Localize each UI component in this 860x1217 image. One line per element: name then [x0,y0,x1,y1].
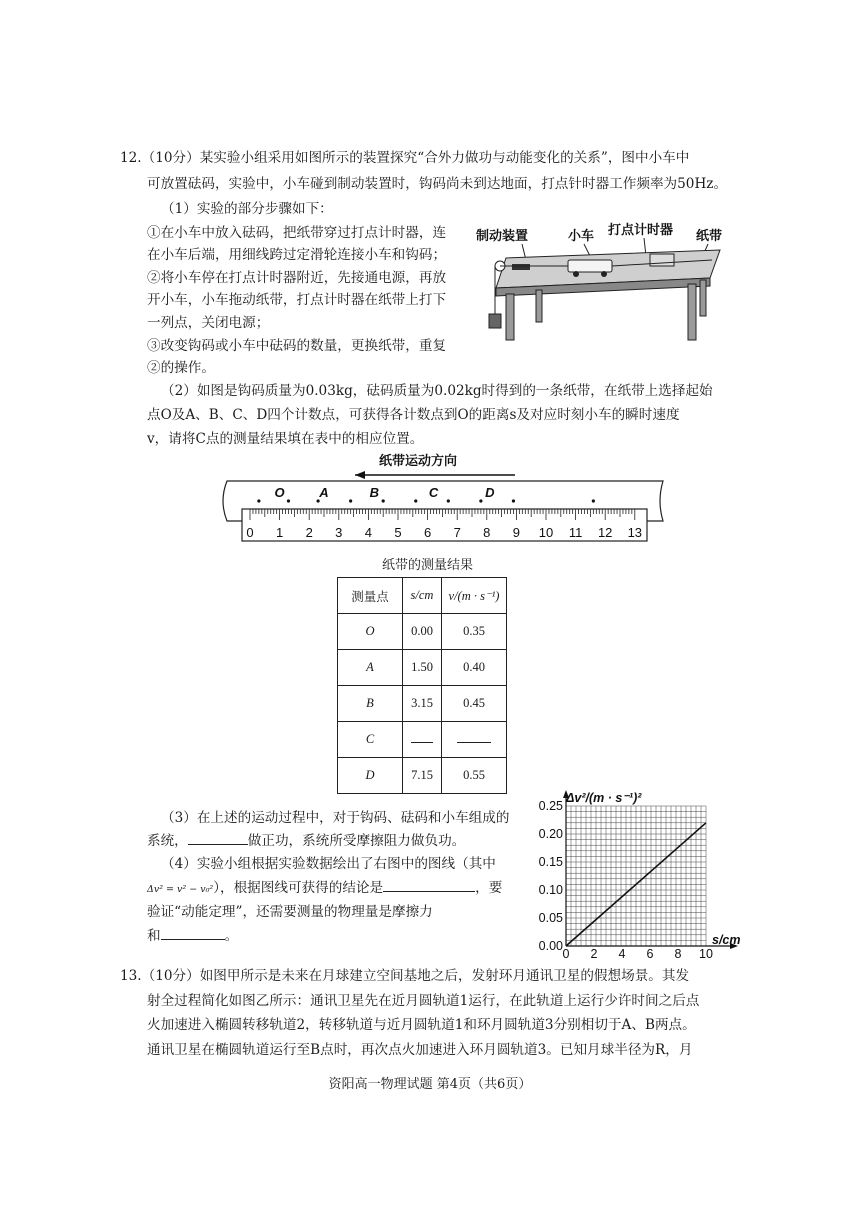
cell-s: 1.50 [403,650,442,686]
cell-v-blank[interactable] [442,722,507,758]
q12-part2c: v，请将C点的测量结果填在表中的相应位置。 [147,431,424,447]
q13-line2: 射全过程简化如图乙所示：通讯卫星先在近月圆轨道1运行，在此轨道上运行少许时间之后点 [147,993,700,1009]
chart-y-label: Δv²/(m · s⁻¹)² [566,791,642,805]
tape-direction-label: 纸带运动方向 [379,453,458,468]
ruler-number: 3 [335,525,343,540]
q13-line3: 火加速进入椭圆转移轨道2，转移轨道与近月圆轨道1和环月圆轨道3分别相切于A、B两点。 [147,1017,696,1033]
cell-point: A [338,650,403,686]
ruler-number: 2 [305,525,313,540]
tape-point-label: D [485,485,495,500]
tape-dot [447,499,450,502]
x-tick-label: 10 [699,947,713,961]
x-tick-label: 4 [618,947,626,961]
answer-blank-1[interactable] [188,844,248,845]
header-point: 测量点 [338,578,403,614]
cell-point: C [338,722,403,758]
tape-dot [512,499,515,502]
tape-label: 纸带 [696,228,723,243]
q12-step2c: 一列点，关闭电源； [147,315,270,331]
tape-dot [479,499,482,502]
cell-s: 7.15 [403,758,442,794]
tape-point-label: O [274,485,285,500]
ruler-number: 8 [483,525,491,540]
table-caption: 纸带的测量结果 [382,558,474,573]
header-s: s/cm [403,578,442,614]
q12-part1-title: （1）实验的部分步骤如下： [161,201,333,217]
q12-step2b: 开小车，小车拖动纸带，打点计时器在纸带上打下 [147,292,447,308]
q12-part3b: 系统， 做正功，系统所受摩擦阻力做负功。 [147,833,466,849]
y-tick-label: 0.05 [538,911,563,925]
q12-part4a: （4）实验小组根据实验数据绘出了右图中的图线（其中 [161,856,496,872]
q12-line1: 12.（10分）某实验小组采用如图所示的装置探究“合外力做功与动能变化的关系”，图中小车中 [120,150,690,166]
table-row [338,722,507,758]
q12-line2: 可放置砝码，实验中，小车碰到制动装置时，钩码尚未到达地面，打点针时器工作频率为50Hz。 [147,176,728,192]
x-tick-label: 2 [590,947,598,961]
tape-dot [349,499,352,502]
timer-label: 打点计时器 [608,222,674,237]
dv2-vs-s-chart [528,786,746,964]
y-tick-label: 0.25 [538,799,563,813]
cell-point: D [338,758,403,794]
tape-point-label: B [369,485,380,500]
q13-line1: 13.（10分）如图甲所示是未来在月球建立空间基地之后，发射环月通讯卫星的假想场景。其发 [120,968,690,984]
cell-v: 0.55 [442,758,507,794]
y-tick-label: 0.10 [538,883,563,897]
cart-label: 小车 [568,228,595,243]
ruler-number: 7 [453,525,461,540]
tape-dot [382,499,385,502]
table-header-row [338,578,507,614]
q12-step1b: 在小车后端，用细线跨过定滑轮连接小车和钩码； [147,247,447,263]
ruler-number: 0 [246,525,254,540]
tape-point-label: A [319,485,329,500]
cell-v: 0.45 [442,686,507,722]
cell-point: O [338,614,403,650]
tape-dot [257,499,260,502]
cell-s: 3.15 [403,686,442,722]
ruler-number: 1 [275,525,284,540]
page-footer: 资阳高一物理试题 第4页（共6页） [328,1077,532,1092]
chart-x-label: s/cm [712,933,741,947]
cell-s: 0.00 [403,614,442,650]
cell-v: 0.40 [442,650,507,686]
apparatus-figure [474,216,736,346]
brake-label: 制动装置 [476,228,529,243]
ruler-number: 12 [597,525,613,540]
q12-step3a: ③改变钩码或小车中砝码的数量，更换纸带，重复 [147,338,447,354]
table-row [338,614,507,650]
x-tick-label: 8 [674,947,682,961]
ruler-number: 13 [627,525,643,540]
answer-blank-2[interactable] [383,891,475,892]
x-tick-label: 6 [646,947,654,961]
q13-line4: 通讯卫星在椭圆轨道运行至B点时，再次点火加速进入环月圆轨道3。已知月球半径为R，月 [147,1042,693,1058]
ruler-number: 5 [394,525,402,540]
cell-v: 0.35 [442,614,507,650]
measurement-table [337,577,507,794]
q12-part4c: 验证“动能定理”，还需要测量的物理量是摩擦力 [147,904,433,920]
cell-point: B [338,686,403,722]
ruler-number: 4 [364,525,373,540]
y-tick-label: 0.00 [538,939,563,953]
ruler-number: 11 [568,525,583,540]
tape-dot [414,499,417,502]
q12-step3b: ②的操作。 [147,360,215,376]
ruler-number: 9 [512,525,521,540]
y-tick-label: 0.20 [538,827,563,841]
table-row [338,758,507,794]
table-row [338,650,507,686]
q12-part4b: Δv² = v² − v₀²），根据图线可获得的结论是 ，要 [147,880,503,896]
tape-point-label: C [428,485,439,500]
delta-v-formula: Δv² = v² − v₀² [147,884,214,895]
q12-step1a: ①在小车中放入砝码，把纸带穿过打点计时器，连 [147,225,447,241]
x-tick-label: 0 [562,947,570,961]
tape-ruler-figure [215,447,675,547]
q12-part4d: 和 。 [147,928,239,944]
header-v: v/(m · s⁻¹) [442,578,507,614]
q12-part2a: （2）如图是钩码质量为0.03kg，砝码质量为0.02kg时得到的一条纸带，在纸带上选择起始 [161,383,713,399]
ruler-number: 6 [423,525,432,540]
q12-part2b: 点O及A、B、C、D四个计数点，可获得各计数点到O的距离s及对应时刻小车的瞬时速度 [147,407,680,423]
cell-s-blank[interactable] [403,722,442,758]
tape-dot [287,499,290,502]
answer-blank-3[interactable] [161,939,225,940]
y-tick-label: 0.15 [538,855,563,869]
q12-part3a: （3）在上述的运动过程中，对于钩码、砝码和小车组成的 [161,810,510,826]
ruler-number: 10 [538,525,554,540]
table-row [338,686,507,722]
q12-step2a: ②将小车停在打点计时器附近，先接通电源，再放 [147,270,447,286]
tape-dot [592,499,595,502]
